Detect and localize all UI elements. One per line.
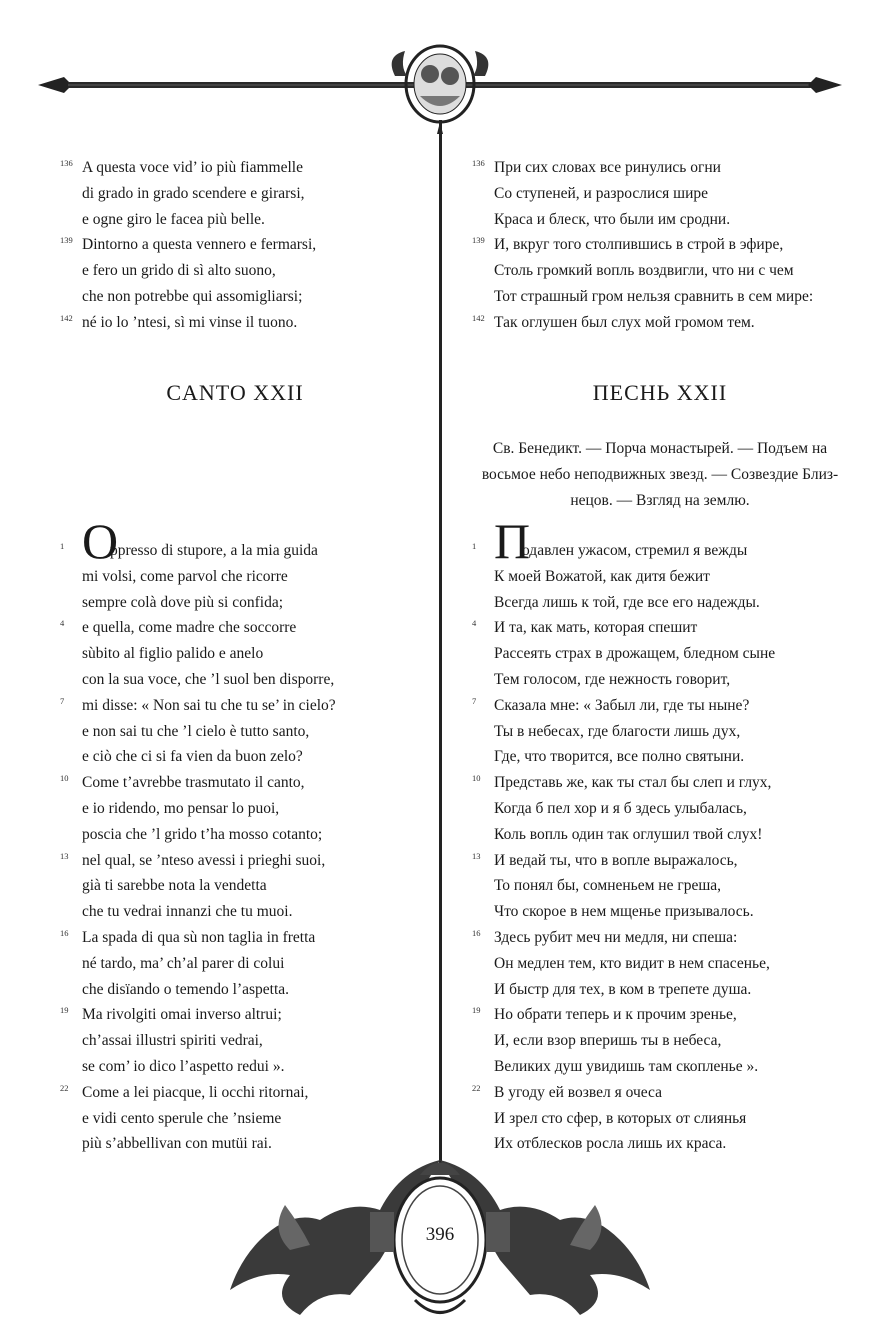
center-divider — [439, 120, 442, 1165]
verse-line: 19 Ma rivolgiti omai inverso altrui; — [60, 1005, 282, 1024]
verse-line: e fero un grido di sì alto suono, — [82, 262, 276, 280]
verse-line: che disïando o temendo l’aspetta. — [82, 980, 290, 998]
verse-line: 142 né io lo ’ntesi, sì mi vinse il tuono. — [60, 312, 298, 331]
italian-canto-text — [60, 513, 410, 1157]
verse-line: 22 Come a lei piacque, li occhi ritornai, — [60, 1082, 309, 1101]
verse-line: Краса и блеск, что были им сродни. — [494, 210, 731, 228]
verse-line: 136 A questa voce vid’ io più fiammelle — [60, 158, 303, 176]
verse-line: 139 Dintorno a questa vennero e fermarsi, — [60, 235, 317, 254]
verse-line: poscia che ’l grido t’ha mosso cotanto; — [82, 825, 323, 843]
russian-top-stanzas — [472, 155, 852, 336]
verse-line: 4 e quella, come madre che soccorre — [60, 618, 297, 637]
verse-line: e ogne giro le facea più belle. — [82, 210, 265, 228]
verse-line: 7 mi disse: « Non sai tu che tu se’ in cielo? — [60, 695, 336, 714]
verse-line: già ti sarebbe nota la vendetta — [82, 877, 267, 895]
verse-line: 13 И ведай ты, что в вопле выражалось, — [472, 850, 738, 869]
italian-top-stanzas — [60, 155, 410, 336]
verse-line: К моей Вожатой, как дитя бежит — [494, 567, 710, 585]
verse-line: di grado in grado scendere e girarsi, — [82, 184, 305, 202]
verse-line: sùbito al figlio palido e anelo — [82, 645, 264, 663]
verse-line: 19 Но обрати теперь и к прочим зренье, — [472, 1005, 737, 1024]
verse-line: né tardo, ma’ ch’al parer di colui — [82, 954, 285, 972]
page-number: 396 — [425, 1224, 455, 1245]
verse-line: Всегда лишь к той, где все его надежды. — [494, 593, 760, 611]
verse-line: 4 И та, как мать, которая спешит — [472, 618, 698, 637]
italian-canto-title: CANTO XXII — [166, 380, 304, 405]
drop-cap: O — [82, 513, 119, 569]
verse-line: И быстр для тех, в ком в трепете душа. — [494, 980, 752, 998]
verse-line: 136 При сих словах все ринулись огни — [472, 158, 721, 176]
verse-line: che tu vedrai innanzi che tu muoi. — [82, 903, 293, 921]
verse-line: 16 Здесь рубит меч ни медля, ни спеша: — [472, 927, 738, 946]
canto-summary: Св. Бенедикт. — Порча монастырей. — Подъем на восьмое небо неподвижных звезд. — Созвездие Близ- нецов. — Взгляд на землю. — [481, 440, 839, 509]
verse-line: Великих душ увидишь там скопленье ». — [494, 1057, 759, 1075]
drop-cap: П — [494, 513, 531, 569]
verse-line: più s’abbellivan con mutüi rai. — [82, 1135, 272, 1153]
verse-line: e io ridendo, mo pensar lo puoi, — [82, 799, 280, 817]
verse-line: sempre colà dove più si confida; — [82, 593, 284, 611]
russian-canto-title: ПЕСНЬ XXII — [592, 380, 728, 405]
verse-line: con la sua voce, che ’l suol ben disporre, — [82, 670, 335, 688]
verse-line: Где, что творится, все полно святыни. — [494, 748, 745, 766]
russian-canto-text — [472, 513, 852, 1157]
verse-line: Он медлен тем, кто видит в нем спасенье, — [494, 954, 770, 972]
verse-line: То понял бы, сомненьем не греша, — [494, 877, 722, 895]
verse-line: 13 nel qual, se ’nteso avessi i prieghi suoi, — [60, 850, 326, 869]
verse-line: И, если взор вперишь ты в небеса, — [494, 1032, 722, 1050]
verse-line: 142 Так оглушен был слух мой громом тем. — [472, 312, 755, 331]
verse-line: Коль вопль один так оглушил твой слух! — [494, 825, 763, 843]
verse-line: e vidi cento sperule che ’nsieme — [82, 1109, 282, 1127]
verse-line: Тот страшный гром нельзя сравнить в сем мире: — [494, 287, 814, 305]
verse-line: che non potrebbe qui assomigliarsi; — [82, 287, 303, 305]
verse-line: 10 Представь же, как ты стал бы слеп и глух, — [472, 773, 772, 792]
verse-line: И зрел сто сфер, в которых от слиянья — [494, 1109, 747, 1127]
verse-line: 10 Come t’avrebbe trasmutato il canto, — [60, 773, 305, 792]
verse-line: Со ступеней, и разрослися шире — [494, 184, 709, 202]
verse-line-first: 1 O ppresso di stupore, a la mia guida — [60, 513, 318, 569]
verse-line: Что скорое в нем мщенье призывалось. — [494, 903, 754, 921]
verse-line: mi volsi, come parvol che ricorre — [82, 567, 288, 585]
verse-line: Рассеять страх в дрожащем, бледном сыне — [494, 645, 776, 663]
verse-line: e non sai tu che ’l cielo è tutto santo, — [82, 722, 310, 740]
verse-line: ch’assai illustri spiriti vedrai, — [82, 1032, 263, 1050]
verse-line: e ciò che ci si fa vien da buon zelo? — [82, 748, 303, 766]
verse-line: Когда б пел хор и я б здесь улыбалась, — [494, 799, 747, 817]
verse-line: Столь громкий вопль воздвигли, что ни с чем — [494, 262, 794, 280]
verse-line: 16 La spada di qua sù non taglia in fretta — [60, 927, 316, 946]
verse-line: Их отблесков росла лишь их краса. — [494, 1135, 727, 1153]
verse-line: Тем голосом, где нежность говорит, — [494, 670, 731, 688]
verse-line: 7 Сказала мне: « Забыл ли, где ты ныне? — [472, 695, 750, 714]
verse-line-first: 1 П одавлен ужасом, стремил я вежды — [472, 513, 748, 569]
verse-line: 139 И, вкруг того столпившись в строй в эфире, — [472, 235, 784, 254]
verse-line: Ты в небесах, где благости лишь дух, — [494, 722, 741, 740]
verse-line: se com’ io dico l’aspetto redui ». — [82, 1057, 285, 1075]
verse-line: 22 В угоду ей возвел я очеса — [472, 1082, 662, 1101]
